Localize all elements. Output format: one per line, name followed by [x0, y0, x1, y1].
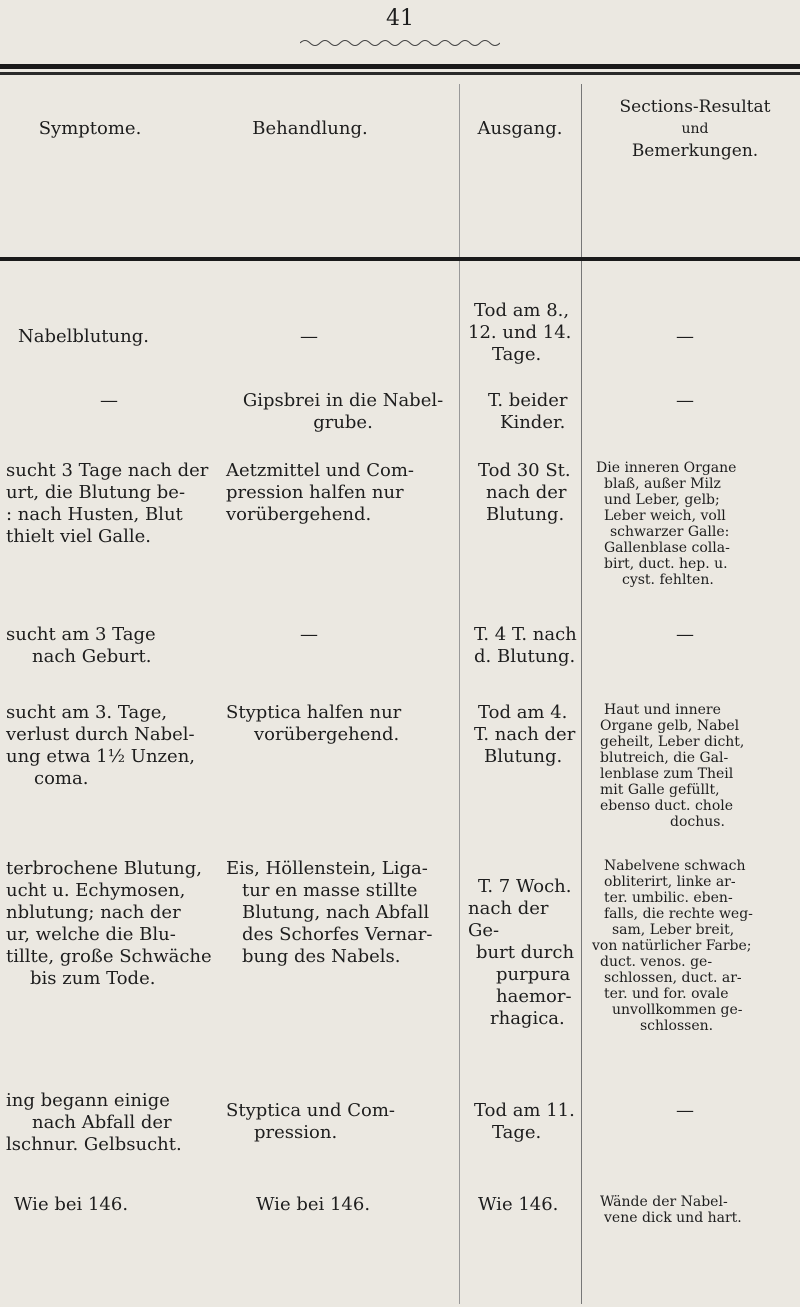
header-sektion-line2: und: [681, 121, 709, 137]
row2-symptome: [6, 460, 211, 548]
row6-ausgang-line: Tage.: [492, 1122, 542, 1143]
row4-ausgang-line: T. nach der: [474, 724, 576, 745]
row3-symptome-line: nach Geburt.: [32, 646, 152, 667]
row2-sektion-line: Leber weich, voll: [604, 508, 726, 524]
row4-ausgang: [474, 702, 582, 768]
row2-symptome-line: thielt viel Galle.: [6, 526, 152, 547]
row6-symptome-line: ing begann einige: [6, 1090, 170, 1111]
row5-sektion-line: ter. umbilic. eben-: [604, 890, 733, 906]
row3-ausgang-line: T. 4 T. nach: [474, 624, 577, 645]
row6-ausgang: [474, 1100, 582, 1144]
row2-ausgang: [478, 460, 582, 526]
row5-symptome-line: nblutung; nach der: [6, 902, 181, 923]
row1-symptome: —: [100, 390, 118, 411]
row7-sektion-line: Wände der Nabel-: [600, 1194, 728, 1210]
row4-symptome-line: verlust durch Nabel-: [6, 724, 195, 745]
row4-sektion-line: ebenso duct. chole: [600, 798, 734, 814]
row5-sektion: [592, 858, 800, 1034]
row5-sektion-line: Nabelvene schwach: [604, 858, 746, 874]
row4-sektion-line: geheilt, Leber dicht,: [600, 734, 745, 750]
row5-sektion-line: obliterirt, linke ar-: [604, 874, 736, 890]
row2-behandlung-line: pression halfen nur: [226, 482, 404, 503]
row5-sektion-line: schlossen, duct. ar-: [604, 970, 742, 986]
row1-behandlung: [228, 390, 458, 434]
header-sektion: [590, 96, 800, 162]
page-number: 41: [386, 6, 414, 31]
row5-ausgang-line: burt durch: [476, 942, 575, 963]
row2-sektion-line: cyst. fehlten.: [622, 572, 714, 588]
row3-symptome: [6, 624, 211, 668]
row6-symptome-line: lschnur. Gelbsucht.: [6, 1134, 182, 1155]
row2-sektion: [596, 460, 800, 588]
row5-ausgang-line: rhagica.: [490, 1008, 565, 1029]
row5-sektion-line: ter. und for. ovale: [604, 986, 729, 1002]
row3-symptome-line: sucht am 3 Tage: [6, 624, 156, 645]
row5-ausgang-line: T. 7 Woch.: [478, 876, 572, 897]
row4-symptome-line: ung etwa 1½ Unzen,: [6, 746, 196, 767]
top-rule-secondary: [0, 72, 800, 75]
row5-symptome-line: bis zum Tode.: [30, 968, 156, 989]
row5-symptome-line: terbrochene Blutung,: [6, 858, 202, 879]
row4-ausgang-line: Tod am 4.: [478, 702, 568, 723]
row3-ausgang-line: d. Blutung.: [474, 646, 576, 667]
row2-sektion-line: blaß, außer Milz: [604, 476, 721, 492]
row5-behandlung-line: Blutung, nach Abfall: [242, 902, 430, 923]
row6-sektion: —: [676, 1100, 694, 1121]
row4-symptome-line: coma.: [34, 768, 89, 789]
header-behandlung: Behandlung.: [252, 118, 368, 139]
row2-sektion-line: Die inneren Organe: [596, 460, 737, 476]
row0-sektion: —: [676, 326, 694, 347]
row1-sektion: —: [676, 390, 694, 411]
row5-sektion-line: duct. venos. ge-: [600, 954, 713, 970]
row2-ausgang-line: nach der: [486, 482, 567, 503]
row2-sektion-line: schwarzer Galle:: [610, 524, 730, 540]
row5-behandlung-line: Eis, Höllenstein, Liga-: [226, 858, 428, 879]
row2-sektion-line: birt, duct. hep. u.: [604, 556, 728, 572]
row0-ausgang-line: 12. und 14.: [468, 322, 572, 343]
row2-symptome-line: : nach Husten, Blut: [6, 504, 183, 525]
row4-symptome-line: sucht am 3. Tage,: [6, 702, 168, 723]
row4-sektion-line: Organe gelb, Nabel: [600, 718, 740, 734]
header-rule: [0, 257, 800, 261]
row1-behandlung-line: Gipsbrei in die Nabel-: [242, 390, 444, 411]
column-divider-left: [459, 84, 460, 1304]
row7-ausgang: [478, 1194, 582, 1216]
row0-ausgang-line: Tod am 8.,: [474, 300, 570, 321]
row2-ausgang-line: Tod 30 St.: [478, 460, 571, 481]
header-symptome: Symptome.: [38, 118, 142, 139]
header-sektion-line3: Bemerkungen.: [631, 141, 759, 161]
row5-symptome-line: ucht u. Echymosen,: [6, 880, 186, 901]
row3-behandlung: —: [300, 624, 318, 645]
row0-symptome: [18, 326, 198, 348]
row4-symptome: [6, 702, 216, 790]
row2-symptome-line: urt, die Blutung be-: [6, 482, 186, 503]
row2-ausgang-line: Blutung.: [486, 504, 565, 525]
row5-symptome-line: tillte, große Schwäche: [6, 946, 212, 967]
row4-sektion-line: dochus.: [670, 814, 725, 830]
row4-ausgang-line: Blutung.: [484, 746, 563, 767]
row7-sektion: [600, 1194, 800, 1226]
row5-sektion-line: falls, die rechte weg-: [604, 906, 753, 922]
row1-ausgang-line: Kinder.: [500, 412, 566, 433]
row3-ausgang: [474, 624, 582, 668]
row7-sektion-line: vene dick und hart.: [604, 1210, 742, 1226]
row5-symptome-line: ur, welche die Blu-: [6, 924, 176, 945]
row5-symptome: [6, 858, 221, 990]
row4-sektion-line: blutreich, die Gal-: [600, 750, 729, 766]
row6-behandlung: [226, 1100, 456, 1144]
row5-ausgang: [468, 876, 582, 1030]
row4-behandlung-line: vorübergehend.: [254, 724, 400, 745]
header-ausgang: Ausgang.: [477, 118, 563, 139]
wavy-ornament: [300, 38, 500, 48]
row5-behandlung: [226, 858, 458, 968]
row1-behandlung-line: grube.: [313, 412, 373, 433]
row6-symptome-line: nach Abfall der: [32, 1112, 172, 1133]
row2-behandlung: [226, 460, 456, 526]
row2-sektion-line: und Leber, gelb;: [604, 492, 720, 508]
row2-behandlung-line: Aetzmittel und Com-: [226, 460, 414, 481]
top-rule: [0, 64, 800, 69]
row5-ausgang-line: haemor-: [496, 986, 572, 1007]
row4-behandlung-line: Styptica halfen nur: [226, 702, 402, 723]
row0-ausgang: [468, 300, 582, 366]
row7-symptome: [14, 1194, 204, 1216]
row5-sektion-line: von natürlicher Farbe;: [592, 938, 752, 954]
row5-sektion-line: sam, Leber breit,: [612, 922, 735, 938]
row6-behandlung-line: Styptica und Com-: [226, 1100, 395, 1121]
row6-ausgang-line: Tod am 11.: [474, 1100, 575, 1121]
row4-sektion-line: lenblase zum Theil: [600, 766, 734, 782]
row5-behandlung-line: des Schorfes Vernar-: [242, 924, 433, 945]
row4-sektion-line: mit Galle gefüllt,: [600, 782, 720, 798]
row4-sektion-line: Haut und innere: [604, 702, 721, 718]
row0-ausgang-line: Tage.: [492, 344, 542, 365]
row2-sektion-line: Gallenblase colla-: [604, 540, 730, 556]
header-sektion-line1: Sections-Resultat: [619, 97, 771, 117]
row7-behandlung: [256, 1194, 456, 1216]
row6-symptome: [6, 1090, 211, 1156]
row5-sektion-line: schlossen.: [640, 1018, 714, 1034]
row5-ausgang-line: nach der Ge-: [468, 898, 549, 941]
row3-sektion: —: [676, 624, 694, 645]
row2-behandlung-line: vorübergehend.: [226, 504, 372, 525]
row7-symptome-line: Wie bei 146.: [14, 1194, 129, 1215]
row1-ausgang: [488, 390, 578, 434]
row7-ausgang-line: Wie 146.: [478, 1194, 559, 1215]
row2-symptome-line: sucht 3 Tage nach der: [6, 460, 209, 481]
row5-behandlung-line: tur en masse stillte: [242, 880, 418, 901]
row0-behandlung: —: [300, 326, 318, 347]
row1-ausgang-line: T. beider: [488, 390, 568, 411]
row6-behandlung-line: pression.: [254, 1122, 338, 1143]
row4-behandlung: [226, 702, 456, 746]
row0-symptome-line: Nabelblutung.: [18, 326, 149, 347]
row5-behandlung-line: bung des Nabels.: [242, 946, 401, 967]
row5-sektion-line: unvollkommen ge-: [612, 1002, 743, 1018]
row4-sektion: [592, 702, 800, 830]
row7-behandlung-line: Wie bei 146.: [256, 1194, 371, 1215]
row5-ausgang-line: purpura: [496, 964, 571, 985]
